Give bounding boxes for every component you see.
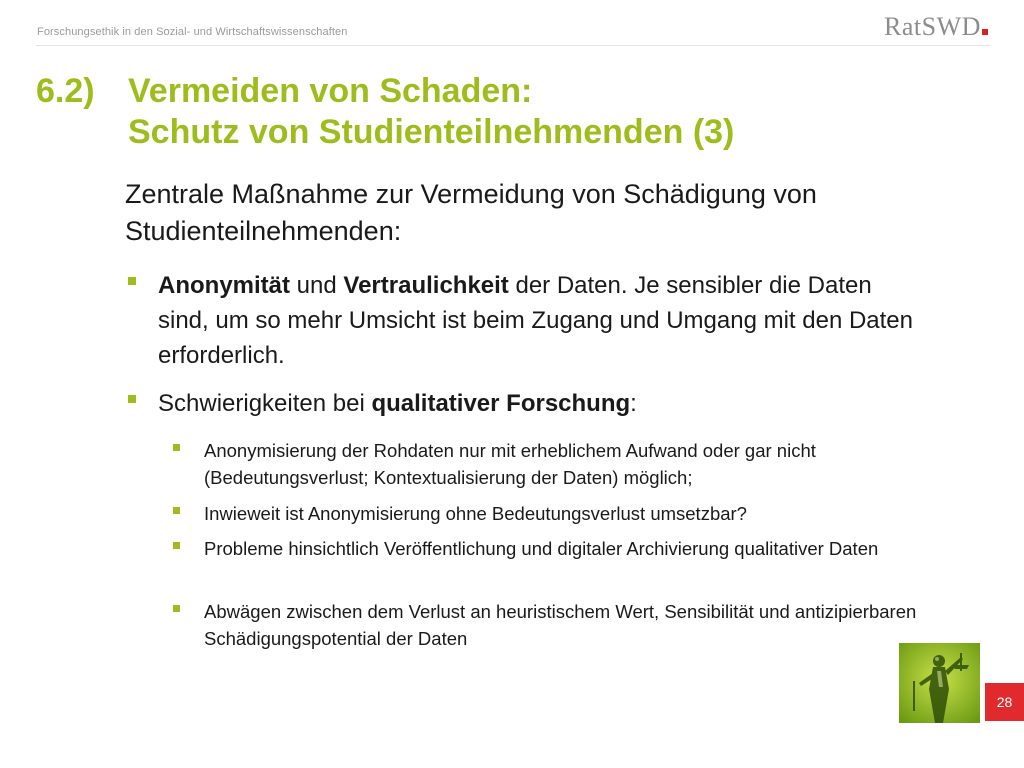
logo-red-square <box>982 29 988 35</box>
ratswd-logo: RatSWD <box>884 12 981 41</box>
sub-bullet-text: Abwägen zwischen dem Verlust an heuristischem Wert, Sensibilität und antizipierbaren Schädigungspotential der Daten <box>204 601 917 649</box>
sub-bullet-text: Anonymisierung der Rohdaten nur mit erheblichem Aufwand oder gar nicht (Bedeutungsverlust; Kontextualisierung der Daten) möglich; <box>204 440 816 488</box>
bullet-text-and: und <box>290 272 344 299</box>
title-number: 6.2) <box>36 72 95 110</box>
bullet-text-colon: : <box>630 390 637 417</box>
sub-bullet-square-icon <box>173 605 180 612</box>
page-number-badge: 28 <box>985 683 1024 721</box>
justitia-statue-image <box>899 643 980 723</box>
sub-bullet-text: Probleme hinsichtlich Veröffentlichung und digitaler Archivierung qualitativer Daten <box>204 538 879 559</box>
bullet-bold-confidentiality: Vertraulichkeit <box>343 272 509 299</box>
bullet-text-start: Schwierigkeiten bei <box>158 390 372 417</box>
title-line-1: Vermeiden von Schaden: <box>128 72 533 110</box>
sub-bullet-square-icon <box>173 507 180 514</box>
sub-bullet-square-icon <box>173 542 180 549</box>
bullet-text <box>158 386 918 421</box>
header-subtitle: Forschungsethik in den Sozial- und Wirtschaftswissenschaften <box>37 26 348 38</box>
bullet-text-rest: der Daten. Je sensibler die Daten sind, um so mehr Umsicht ist beim Zugang und Umgang mit den Daten erforderlich. <box>158 272 914 369</box>
bullet-square-icon <box>128 277 136 285</box>
bullet-text <box>158 268 918 373</box>
bullet-square-icon <box>128 395 136 403</box>
bullet-bold-anonymity: Anonymität <box>158 272 290 299</box>
title-line-2: Schutz von Studienteilnehmenden (3) <box>128 113 735 151</box>
bullet-bold-qualitative: qualitativer Forschung <box>371 390 631 417</box>
header-divider <box>36 45 990 46</box>
intro-text: Zentrale Maßnahme zur Vermeidung von Schädigung von Studienteilnehmenden: <box>125 179 817 246</box>
sub-bullet-text: Inwieweit ist Anonymisierung ohne Bedeutungsverlust umsetzbar? <box>204 503 747 524</box>
sub-bullet-square-icon <box>173 444 180 451</box>
